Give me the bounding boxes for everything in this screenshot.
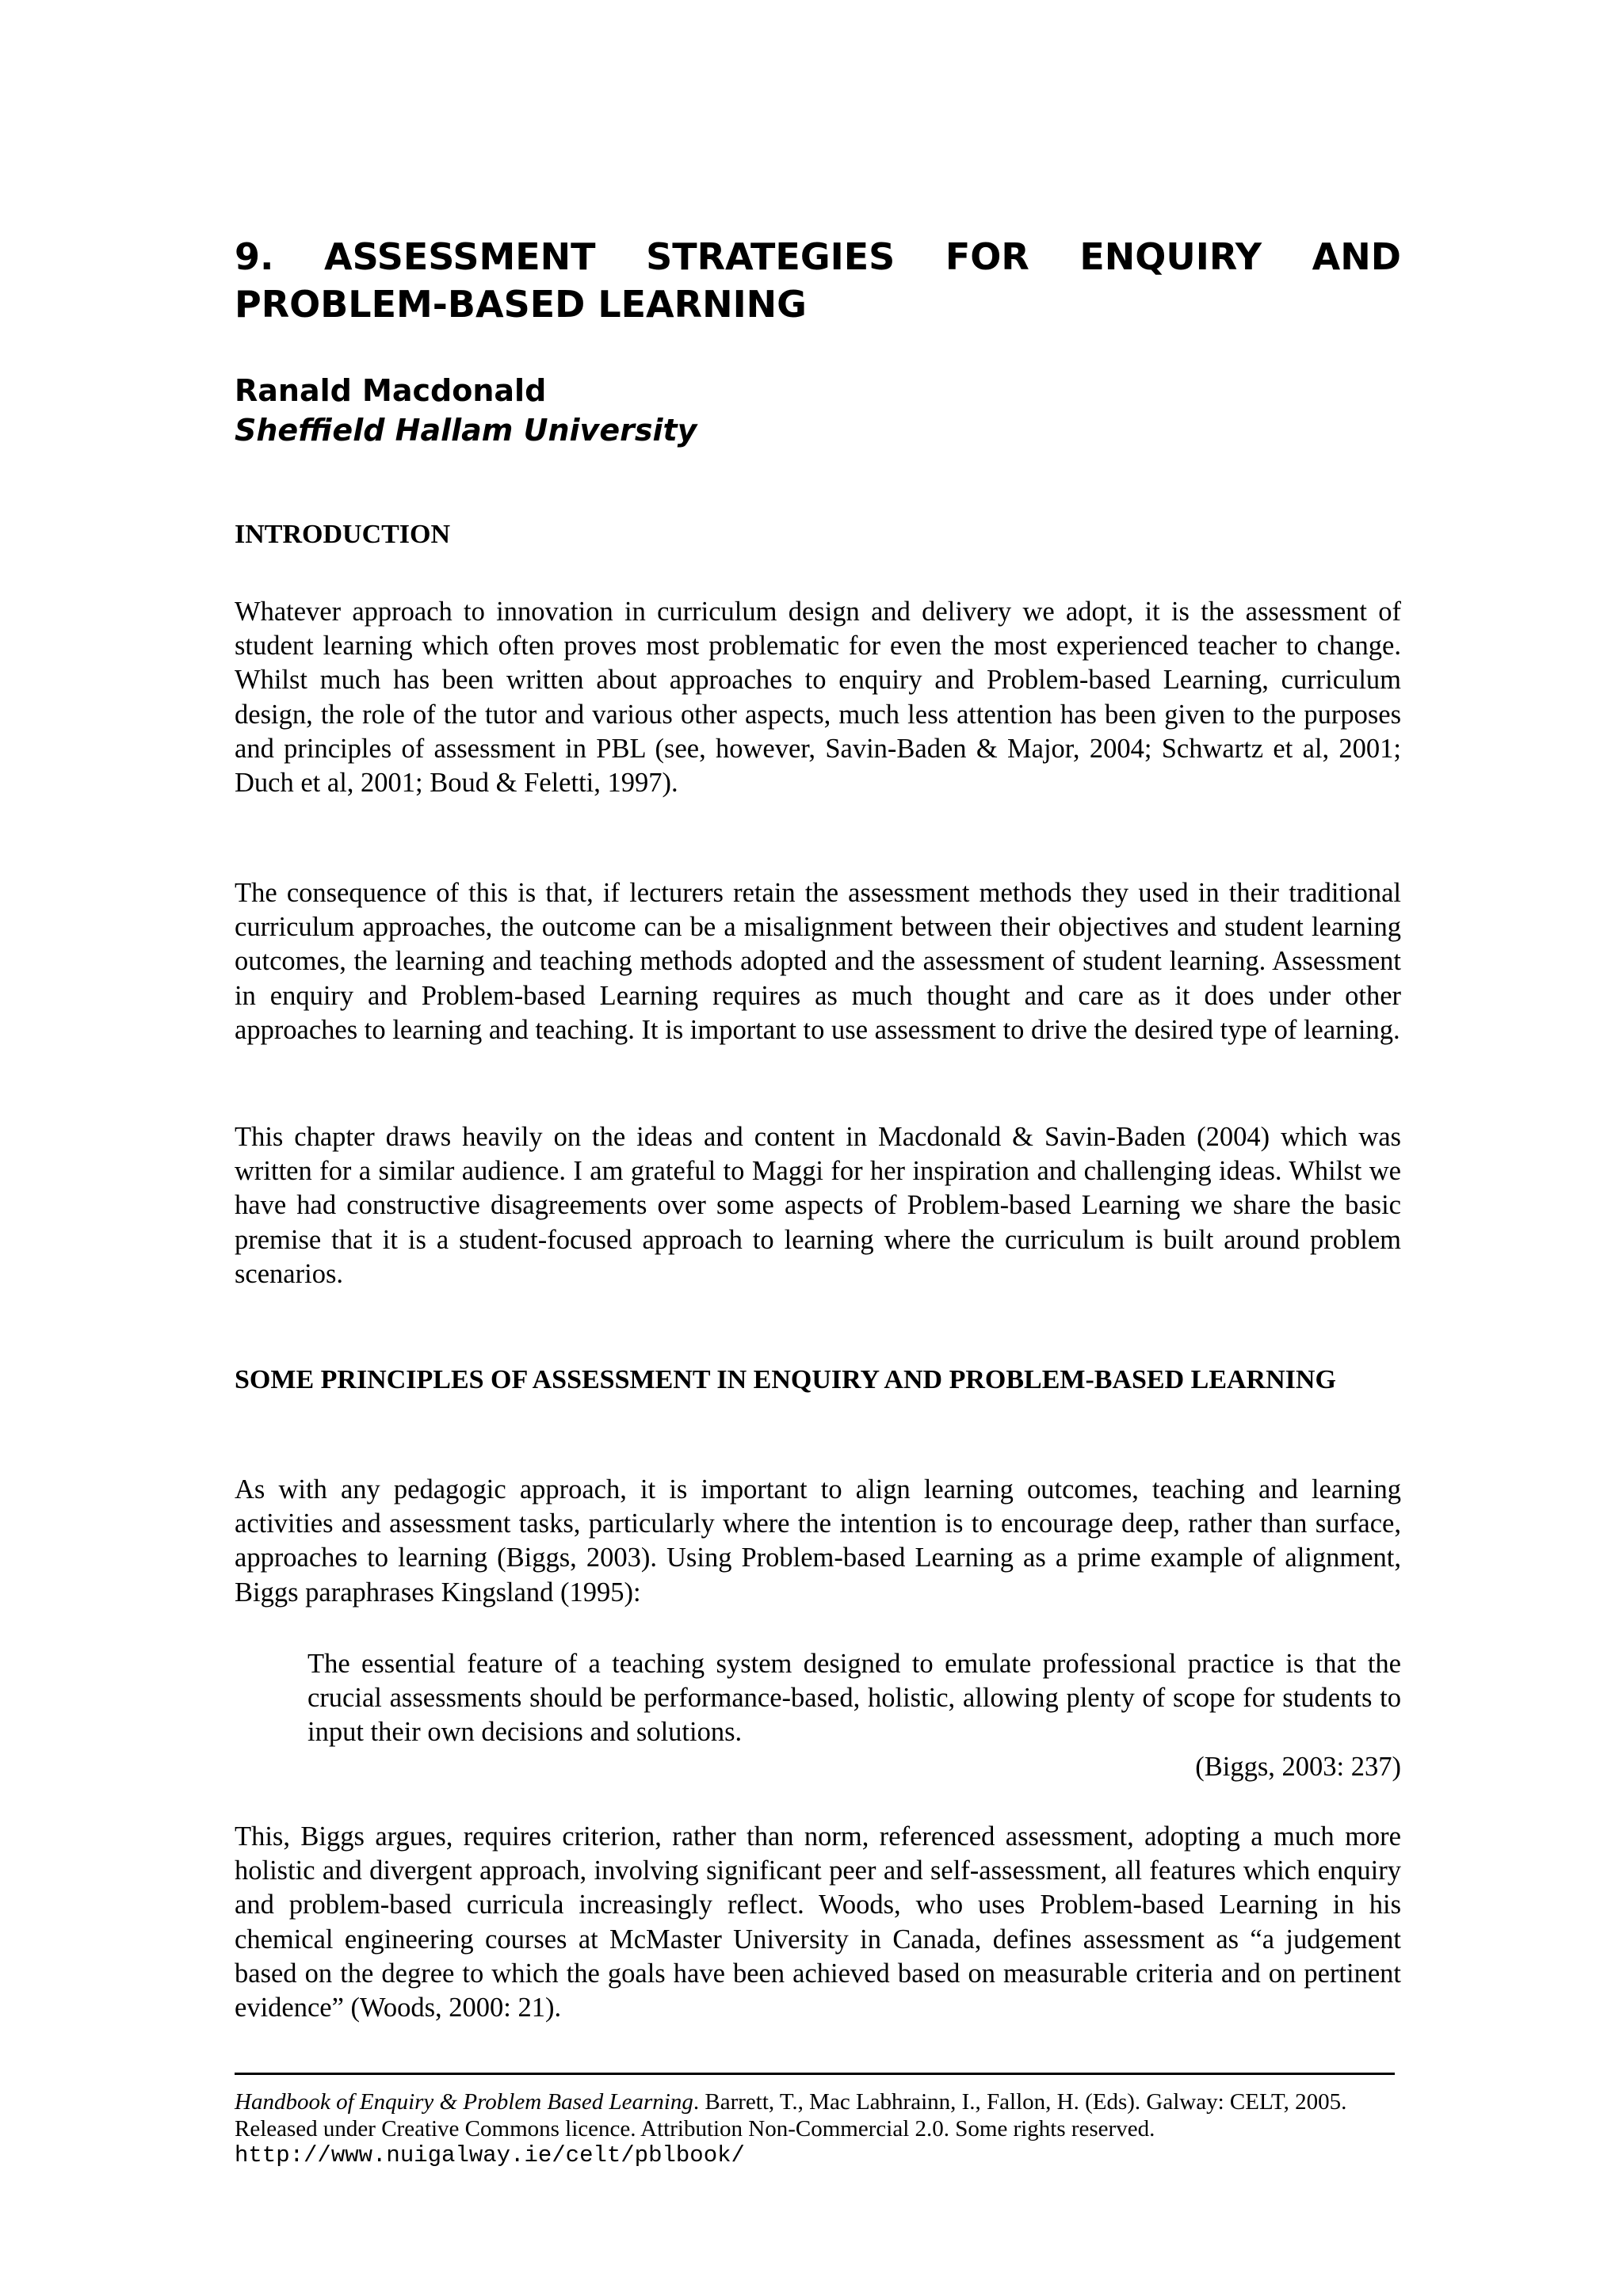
block-quote-citation: (Biggs, 2003: 237): [1195, 1751, 1401, 1782]
section-heading-principles: SOME PRINCIPLES OF ASSESSMENT IN ENQUIRY AND PROBLEM-BASED LEARNING: [235, 1365, 1336, 1394]
footer-citation: . Barrett, T., Mac Labhrainn, I., Fallon, H. (Eds). Galway: CELT, 2005. Released under Creative Commons licence. Attribution Non-Commercial 2.0. Some rights reserved.: [235, 2089, 1347, 2142]
footer-book-title: Handbook of Enquiry & Problem Based Learning: [235, 2089, 693, 2115]
block-quote: [307, 1647, 1401, 1784]
chapter-number: 9.: [235, 235, 274, 278]
chapter-title-word: FOR: [945, 235, 1029, 278]
chapter-title: [235, 233, 1401, 328]
chapter-title-word: AND: [1312, 235, 1401, 278]
chapter-title-word: ASSESSMENT: [324, 235, 596, 278]
author-name: Ranald Macdonald: [235, 373, 547, 408]
chapter-title-line-1: [235, 233, 1401, 280]
author-affiliation: Sheffield Hallam University: [235, 413, 697, 448]
chapter-title-word: STRATEGIES: [646, 235, 896, 278]
footer-divider: [235, 2073, 1395, 2075]
block-quote-text: The essential feature of a teaching system designed to emulate professional practice is that the crucial assessments should be performance-based, holistic, allowing plenty of scope for students to input their own decisions and solutions.: [307, 1649, 1401, 1748]
intro-paragraph-1: Whatever approach to innovation in curriculum design and delivery we adopt, it is the assessment of student learning which often proves most problematic for even the most experienced teacher to change. Whilst much has been written about approaches to enquiry and Problem-based Learning, curriculum design, the role of the tutor and various other aspects, much less attention has been given to the purposes and principles of assessment in PBL (see, however, Savin-Baden & Major, 2004; Schwartz et al, 2001; Duch et al, 2001; Boud & Feletti, 1997).: [235, 597, 1401, 799]
intro-paragraph-3: This chapter draws heavily on the ideas and content in Macdonald & Savin-Baden (2004) which was written for a similar audience. I am grateful to Maggi for her inspiration and challenging ideas. Whilst we have had constructive disagreements over some aspects of Problem-based Learning we share the basic premise that it is a student-focused approach to learning where the curriculum is built around problem scenarios.: [235, 1122, 1401, 1289]
chapter-title-word: ENQUIRY: [1079, 235, 1262, 278]
footer-url: http://www.nuigalway.ie/celt/pblbook/: [235, 2142, 745, 2168]
principles-paragraph-1: As with any pedagogic approach, it is important to align learning outcomes, teaching and learning activities and assessment tasks, particularly where the intention is to encourage deep, rather than surface, approaches to learning (Biggs, 2003). Using Problem-based Learning as a prime example of alignment, Biggs paraphrases Kingsland (1995):: [235, 1474, 1401, 1608]
principles-paragraph-2: This, Biggs argues, requires criterion, rather than norm, referenced assessment, adopting a much more holistic and divergent approach, involving significant peer and self-assessment, all features which enquiry and problem-based curricula increasingly reflect. Woods, who uses Problem-based Learning in his chemical engineering courses at McMaster University in Canada, defines assessment as “a judgement based on the degree to which the goals have been achieved based on measurable criteria and on pertinent evidence” (Woods, 2000: 21).: [235, 1821, 1401, 2023]
section-heading-introduction: INTRODUCTION: [235, 520, 451, 549]
intro-paragraph-2: The consequence of this is that, if lecturers retain the assessment methods they used in their traditional curriculum approaches, the outcome can be a misalignment between their objectives and student learning outcomes, the learning and teaching methods adopted and the assessment of student learning. Assessment in enquiry and Problem-based Learning requires as much thought and care as it does under other approaches to learning and teaching. It is important to use assessment to drive the desired type of learning.: [235, 878, 1401, 1045]
document-page: [235, 0, 1401, 2296]
chapter-title-line-2: PROBLEM-BASED LEARNING: [235, 283, 807, 326]
page-footer: [235, 2088, 1401, 2169]
